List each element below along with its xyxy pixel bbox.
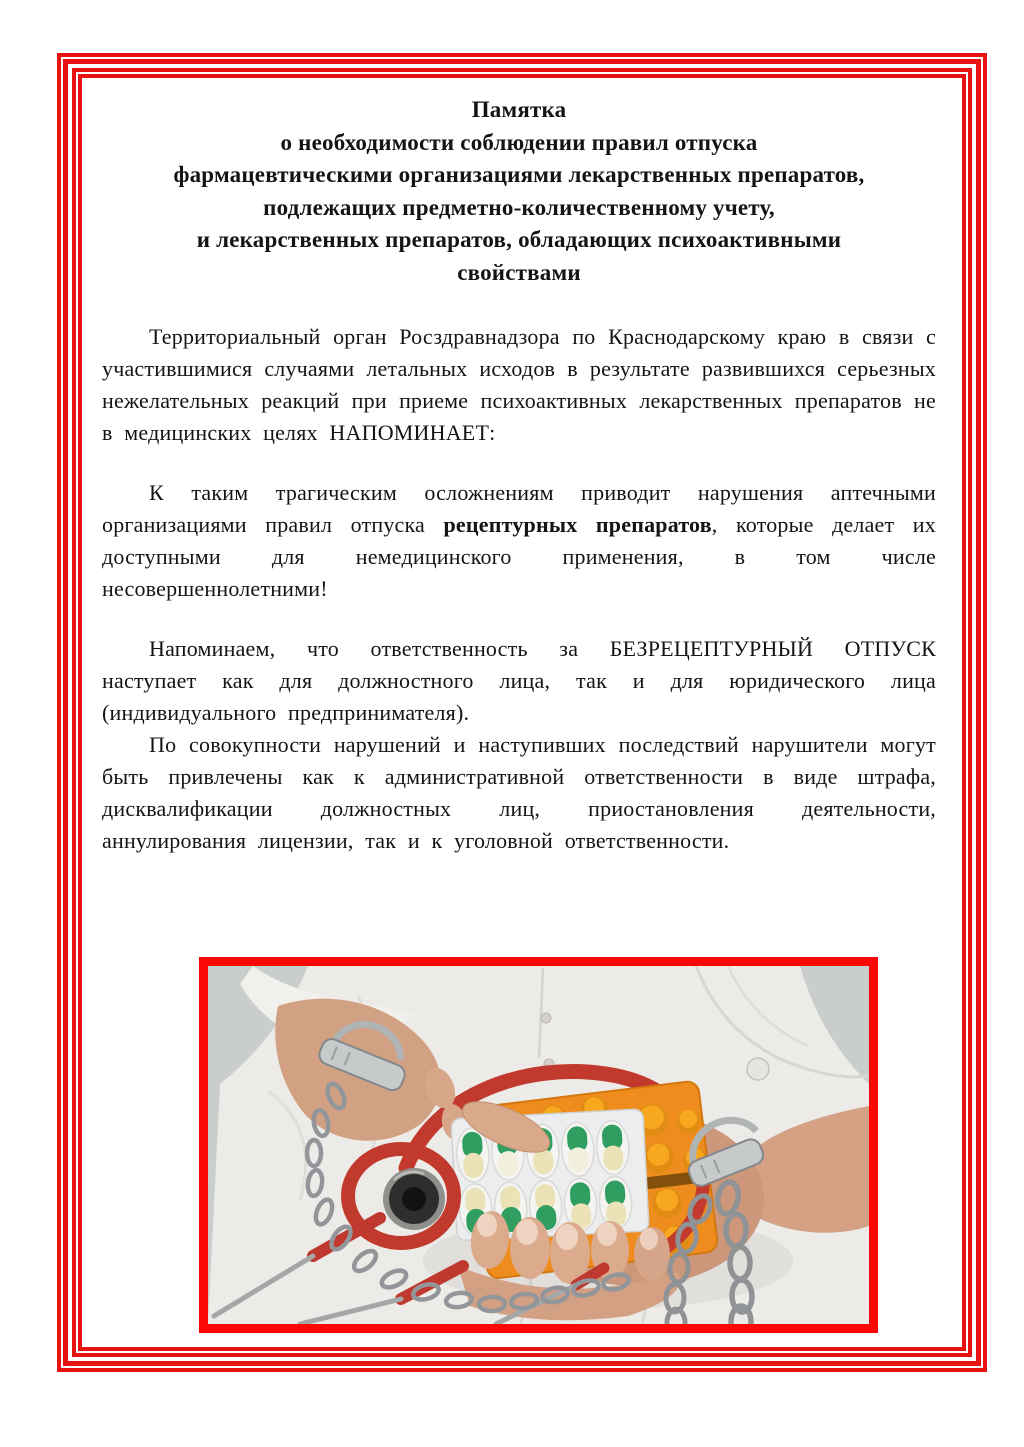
page-content: [82, 78, 962, 1347]
title-line-3: фармацевтическими организациями лекарственных препаратов,: [173, 162, 865, 187]
paragraph-violations-bold: рецептурных препаратов: [443, 512, 712, 537]
title-line-6: свойствами: [457, 259, 581, 285]
paragraph-responsibility: [102, 633, 936, 729]
paragraph-violations-before: К таким трагическим осложнениям приводит нарушения аптечными организациями правил отпуска: [102, 480, 936, 537]
cuff-button: [747, 1058, 769, 1080]
coat-button: [541, 1013, 551, 1023]
title-line-1: Памятка: [471, 97, 567, 122]
photo-handcuffed-pharmacist: [199, 957, 878, 1333]
paragraph-intro: [102, 321, 936, 449]
fingernail: [516, 1219, 538, 1245]
fingernail: [640, 1228, 658, 1250]
paragraph-sanctions-text: По совокупности нарушений и наступивших последствий нарушители могут быть привлечены как к административной ответственности в виде штрафа, дисквалификации должностных лиц, приостановления деятельности, аннулирования лицензии, так и к уголовной ответственности.: [102, 732, 936, 853]
memo-document: [57, 53, 987, 1372]
title-line-2: о необходимости соблюдении правил отпуска: [280, 129, 758, 155]
title-line-5: и лекарственных препаратов, обладающих психоактивными: [196, 227, 842, 252]
memo-title: [102, 94, 936, 289]
paragraph-intro-text: Территориальный орган Росздравнадзора по Краснодарскому краю в связи с участившимися случаями летальных исходов в результате развившихся серьезных нежелательных реакций при приеме психоактивных лекарственных препаратов не в медицинских целях НАПОМИНАЕТ:: [102, 324, 936, 445]
title-line-4: подлежащих предметно-количественному учету,: [263, 194, 775, 220]
paragraph-sanctions: [102, 729, 936, 857]
paragraph-violations-after: , которые делает их доступными для немедицинского применения, в том числе несовершеннолетними!: [102, 512, 936, 601]
fingernail: [556, 1224, 578, 1250]
paragraph-responsibility-text: Напоминаем, что ответственность за БЕЗРЕЦЕПТУРНЫЙ ОТПУСК наступает как для должностного лица, так и для юридического лица (индивидуального предпринимателя).: [102, 636, 936, 725]
fingernail: [597, 1222, 617, 1246]
paragraph-violations: [102, 477, 936, 605]
fingernail: [477, 1213, 497, 1237]
